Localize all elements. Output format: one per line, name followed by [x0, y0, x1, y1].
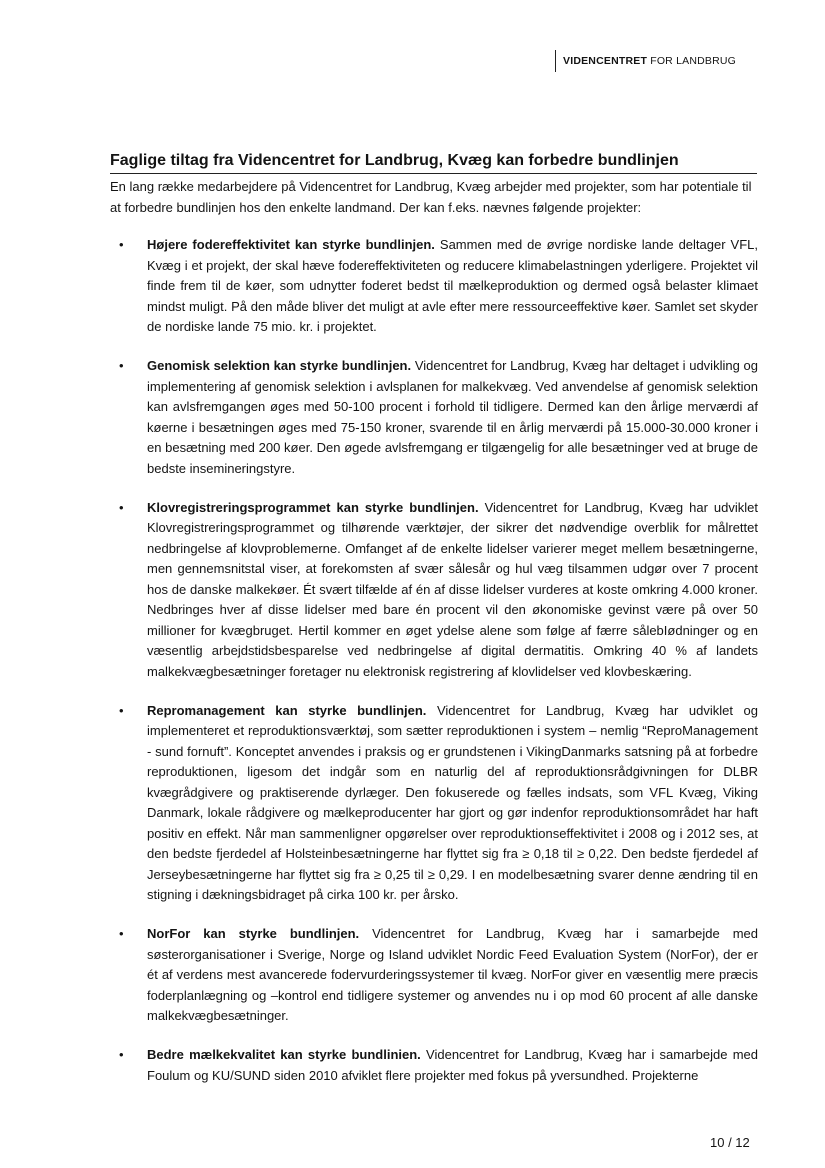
org-name-rest: FOR LANDBRUG — [650, 55, 737, 67]
project-list — [110, 235, 758, 1086]
item-text: Sammen med de øvrige nordiske lande deltager VFL, Kvæg i et projekt, der skal hæve fodereffektiviteten og reducere klimabelastningen yderligere. Projektet vil finde frem til de køer, som udnytter foderet bedst til mælkeproduktion og dermed også belaster klimaet mindst muligt. På den måde bliver det muligt at avle efter mere ressourceeffektive køer. Samlet set skyder de nordiske lande 75 mio. kr. i projektet. — [147, 237, 758, 334]
item-lead: Klovregistreringsprogrammet kan styrke bundlinjen. — [147, 499, 479, 515]
bullet-icon: • — [119, 926, 124, 941]
item-text: Videncentret for Landbrug, Kvæg har deltaget i udvikling og implementering af genomisk selektion i avlsplanen for malkekvæg. Ved anvendelse af genomisk selektion kan avlsfremgangen øges med 50-100 procent i forhold til tidligere. Dermed kan den årlige merværdi af køerne i besætningen øges med 75-150 kroner, svarende til en årlig merværdi på 15.000-30.000 kroner i en besætning med 200 køer. Den øgede avlsfremgang er tilgængelig for alle besætninger ved at bruge de bedste insemineringstyre. — [147, 358, 758, 476]
org-name-bold: VIDENCENTRET — [563, 55, 648, 67]
bullet-icon: • — [119, 237, 124, 252]
list-item — [110, 498, 758, 683]
org-header — [555, 50, 736, 72]
bullet-icon: • — [119, 499, 124, 515]
item-lead: Genomisk selektion kan styrke bundlinjen. — [147, 358, 412, 373]
bullet-icon: • — [119, 358, 124, 373]
item-lead: Højere fodereffektivitet kan styrke bundlinjen. — [147, 237, 435, 252]
item-lead: Bedre mælkekvalitet kan styrke bundlinien. — [147, 1047, 421, 1062]
item-lead: NorFor kan styrke bundlinjen. — [147, 926, 360, 941]
list-item — [110, 924, 758, 1027]
item-lead: Repromanagement kan styrke bundlinjen. — [147, 702, 427, 718]
item-text: Videncentret for Landbrug, Kvæg har i samarbejde med Foulum og KU/SUND siden 2010 afviklet flere projekter med fokus på yversundhed. Projekterne — [147, 1047, 758, 1083]
intro-paragraph: En lang række medarbejdere på Videncentret for Landbrug, Kvæg arbejder med projekter, som har potentiale til at forbedre bundlinjen hos den enkelte landmand. Der kan f.eks. nævnes følgende projekter: — [110, 179, 752, 215]
bullet-icon: • — [119, 1047, 124, 1062]
list-item — [110, 356, 758, 479]
page-number: 10 / 12 — [710, 1135, 750, 1150]
section-heading: Faglige tiltag fra Videncentret for Landbrug, Kvæg kan forbedre bundlinjen — [110, 150, 757, 174]
item-text: Videncentret for Landbrug, Kvæg har i samarbejde med søsterorganisationer i Sverige, Norge og Island udviklet Nordic Feed Evaluation System (NorFor), der er ét af verdens mest avancerede fodervurderingssystemer til kvæg. NorFor giver en væsentlig mere præcis foderplanlægning og –kontrol end tidligere systemer og anvendes nu i op mod 60 procent af alle danske malkekvægbesætninger. — [147, 926, 758, 1023]
document-body — [110, 150, 758, 1086]
bullet-icon: • — [119, 702, 124, 718]
list-item — [110, 1045, 758, 1086]
list-item — [110, 235, 758, 338]
list-item — [110, 701, 758, 906]
item-text: Videncentret for Landbrug, Kvæg har udviklet Klovregistreringsprogrammet og tilhørende værktøjer, der sikrer det nødvendige overblik for målrettet nedbringelse af klovproblemerne. Omfanget af de enkelte lidelser varierer meget mellem besætningerne, men gennemsnitstal viser, at forekomsten af svær sålesår og hul væg tilsammen udgør over 7 procent hos de danske malkekøer. Ét svært tilfælde af én af disse lidelser vurderes at koste omkring 4.000 kroner. Nedbringes hver af disse lidelser med bare én procent vil den økonomiske gevinst være på over 50 millioner for kvægbruget. Hertil kommer en øget ydelse alene som følge af færre sålebIødninger og en væsentlig arbejdstidsbesparelse ved nedbringelse af digital dermatitis. Omkring 40 % af landets malkekvægbesætninger foretager nu elektronisk registrering af klovlidelser ved klovbeskæring. — [147, 499, 758, 679]
item-text: Videncentret for Landbrug, Kvæg har udviklet og implementeret et reproduktionsværktøj, som sætter reproduktionen i system – nemlig “ReproManagement - sund fornuft”. Konceptet anvendes i praksis og er grundstenen i VikingDanmarks satsning på at forbedre reproduktionen, ligesom det indgår som en naturlig del af reproduktionsrådgivningen for DLBR kvægrådgivere og praktiserende dyrlæger. Den fokuserede og fælles indsats, som VFL Kvæg, Viking Danmark, lokale rådgivere og mælkeproducenter har gjort og gør indenfor reproduktionsområdet har haft positiv en effekt. Når man sammenligner opgørelser over reproduktionseffektivitet i 2008 og i 2012 ses, at den bedste fjerdedel af Holsteinbesætningerne har flyttet sig fra ≥ 0,18 til ≥ 0,22. Den bedste fjerdedel af Jerseybesætningerne har flyttet sig fra ≥ 0,25 til ≥ 0,29. I en modelbesætning svarer denne ændring til en stigning i dækningsbidraget på cirka 100 kr. per årsko. — [147, 702, 758, 902]
